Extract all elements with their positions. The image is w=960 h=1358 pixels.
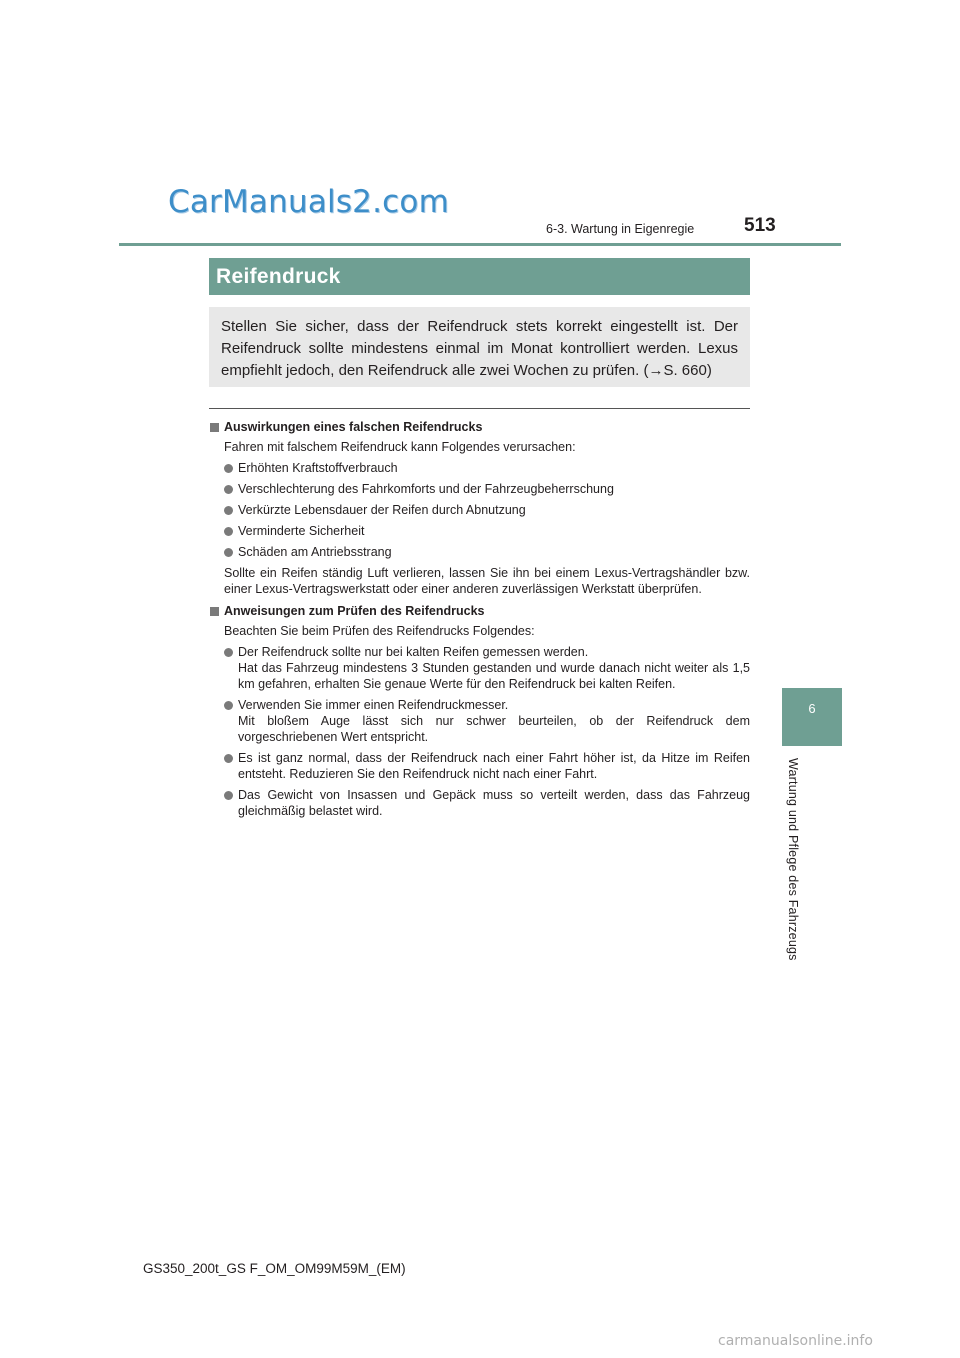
section-header-bar <box>209 258 750 295</box>
block-lead: Beachten Sie beim Prüfen des Reifendrucks Folgendes: <box>224 624 535 638</box>
list-item: Der Reifendruck sollte nur bei kalten Reifen gemessen werden. Hat das Fahrzeug mindestens 3 Stunden gestanden und wurde danach nicht weiter als 1,5 km gefahren, erhalten Sie genaue Werte für den Reifendruck bei kalten Reifen. <box>209 644 750 692</box>
page-number: 513 <box>744 215 776 236</box>
block-heading: Anweisungen zum Prüfen des Reifendrucks <box>209 602 750 620</box>
circle-bullet-icon <box>224 506 233 515</box>
block-lead: Fahren mit falschem Reifendruck kann Folgendes verursachen: <box>224 440 576 454</box>
circle-bullet-icon <box>224 464 233 473</box>
circle-bullet-icon <box>224 527 233 536</box>
list-item: Das Gewicht von Insassen und Gepäck muss so verteilt werden, dass das Fahrzeug gleichmäßig belastet wird. <box>209 787 750 819</box>
circle-bullet-icon <box>224 648 233 657</box>
circle-bullet-icon <box>224 791 233 800</box>
list-item: Verminderte Sicherheit <box>209 523 750 539</box>
list-item: Verschlechterung des Fahrkomforts und der Fahrzeugbeherrschung <box>209 481 750 497</box>
content-divider <box>209 408 750 409</box>
circle-bullet-icon <box>224 701 233 710</box>
watermark-logo: CarManuals2.com <box>168 184 449 220</box>
header-divider <box>119 243 841 246</box>
chapter-tab <box>782 688 842 746</box>
content-body <box>209 418 750 824</box>
square-bullet-icon <box>210 423 219 432</box>
circle-bullet-icon <box>224 754 233 763</box>
header-section-title: 6-3. Wartung in Eigenregie <box>546 222 695 236</box>
bottom-watermark: carmanualsonline.info <box>718 1333 873 1349</box>
list-item: Verkürzte Lebensdauer der Reifen durch Abnutzung <box>209 502 750 518</box>
section-title: Reifendruck <box>216 264 341 288</box>
square-bullet-icon <box>210 607 219 616</box>
chapter-number: 6 <box>808 701 816 716</box>
list-item: Erhöhten Kraftstoffverbrauch <box>209 460 750 476</box>
list-item: Es ist ganz normal, dass der Reifendruck nach einer Fahrt höher ist, da Hitze im Reifen entsteht. Reduzieren Sie den Reifendruck nicht nach einer Fahrt. <box>209 750 750 782</box>
circle-bullet-icon <box>224 548 233 557</box>
chapter-title: Wartung und Pflege des Fahrzeugs <box>786 758 800 961</box>
intro-text: Stellen Sie sicher, dass der Reifendruck stets korrekt eingestellt ist. Der Reifendruck sollte mindestens einmal im Monat kontrolliert werden. Lexus empfiehlt jedoch, den Reifendruck alle zwei Wochen zu prüfen. (→S. 660) <box>221 318 738 379</box>
footer-code: GS350_200t_GS F_OM_OM99M59M_(EM) <box>143 1261 406 1276</box>
block-tail: Sollte ein Reifen ständig Luft verlieren, lassen Sie ihn bei einem Lexus-Vertragshändler bzw. einer Lexus-Vertragswerkstatt oder einer anderen zuverlässigen Werkstatt überprüfen. <box>224 566 750 596</box>
block-heading: Auswirkungen eines falschen Reifendrucks <box>209 418 750 436</box>
circle-bullet-icon <box>224 485 233 494</box>
list-item: Verwenden Sie immer einen Reifendruckmesser. Mit bloßem Auge lässt sich nur schwer beurteilen, ob der Reifendruck dem vorgeschriebenen Wert entspricht. <box>209 697 750 745</box>
intro-box <box>209 307 750 387</box>
list-item: Schäden am Antriebsstrang <box>209 544 750 560</box>
